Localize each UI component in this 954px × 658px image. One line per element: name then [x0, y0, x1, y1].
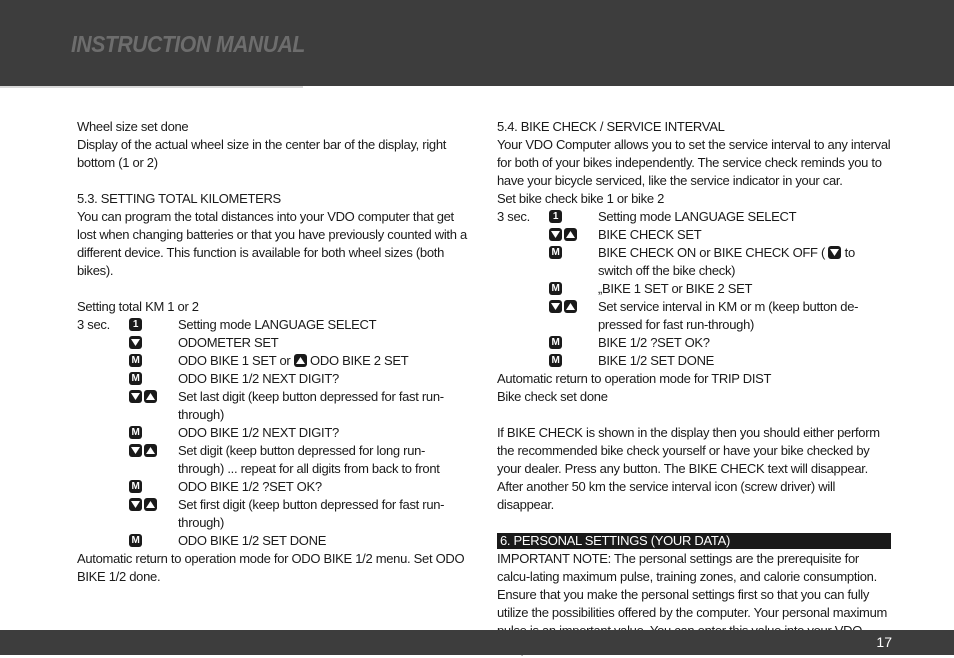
automatic-return-note: Automatic return to operation mode for TRIP DIST: [497, 371, 772, 386]
step-row: [77, 316, 467, 334]
m-button-icon: M: [129, 426, 142, 439]
step-row: [497, 352, 891, 370]
down-button-icon: [129, 498, 142, 511]
down-button-icon: [129, 336, 142, 349]
step-row: [77, 532, 467, 550]
step-row: [497, 298, 891, 334]
down-button-icon: [549, 300, 562, 313]
m-button-icon: M: [549, 354, 562, 367]
button-1-icon: 1: [549, 210, 562, 223]
up-button-icon: [144, 498, 157, 511]
setting-total-km-label: Setting total KM 1 or 2: [77, 299, 199, 314]
step-row: [77, 370, 467, 388]
m-button-icon: M: [549, 246, 562, 259]
step-text: „BIKE 1 SET or BIKE 2 SET: [598, 281, 753, 296]
m-button-icon: M: [549, 336, 562, 349]
up-button-icon: [294, 354, 307, 367]
step-row: [497, 208, 891, 226]
step-text: ODO BIKE 1/2 SET DONE: [178, 533, 327, 548]
step-text: ODO BIKE 1/2 NEXT DIGIT?: [178, 425, 339, 440]
wheel-size-description: Display of the actual wheel size in the center bar of the display, right bottom (1 or 2): [77, 137, 447, 170]
step-row: [77, 478, 467, 496]
step-text: BIKE CHECK SET: [598, 227, 702, 242]
m-button-icon: M: [129, 534, 142, 547]
button-1-icon: 1: [129, 318, 142, 331]
step-text: Set last digit (keep button depressed for fast run-through): [178, 389, 444, 422]
up-button-icon: [564, 228, 577, 241]
personal-settings-note: IMPORTANT NOTE: The personal settings are the prerequisite for calcu-lating maximum pulse, training zones, and calorie consumption. Ensure that you make the personal settings first so that you can fully utilize the possibilities offered by the computer. Your personal maximum: [497, 551, 888, 620]
step-row: [77, 496, 467, 532]
step-text: ODO BIKE 1/2 ?SET OK?: [178, 479, 322, 494]
up-button-icon: [564, 300, 577, 313]
hold-time: 3 sec.: [497, 209, 530, 224]
section-6-heading: 6. PERSONAL SETTINGS (YOUR DATA): [497, 533, 891, 549]
down-button-icon: [828, 246, 841, 259]
hold-time: 3 sec.: [77, 317, 110, 332]
page-number: 17: [876, 634, 892, 650]
step-text: BIKE CHECK ON or BIKE CHECK OFF ( to switch off the bike check): [598, 245, 855, 278]
m-button-icon: M: [129, 480, 142, 493]
step-text: ODOMETER SET: [178, 335, 279, 350]
step-row: [77, 352, 467, 370]
step-text: Setting mode LANGUAGE SELECT: [598, 209, 797, 224]
step-row: [497, 244, 891, 280]
m-button-icon: M: [129, 372, 142, 385]
set-bike-check-label: Set bike check bike 1 or bike 2: [497, 191, 665, 206]
up-button-icon: [144, 444, 157, 457]
step-text: Set first digit (keep button depressed for fast run-through): [178, 497, 445, 530]
page-footer: [0, 630, 954, 655]
step-text: Set digit (keep button depressed for long run-through) ... repeat for all digits from back to front: [178, 443, 440, 476]
step-row: [77, 388, 467, 424]
automatic-return-note: Automatic return to operation mode for ODO BIKE 1/2 menu. Set ODO BIKE 1/2 done.: [77, 551, 465, 584]
step-row: [77, 424, 467, 442]
step-row: [497, 226, 891, 244]
up-button-icon: [144, 390, 157, 403]
step-row: [77, 442, 467, 478]
down-button-icon: [129, 390, 142, 403]
left-column: [77, 118, 467, 586]
step-row: [77, 334, 467, 352]
page-header: [0, 0, 954, 86]
section-5-4-intro: Your VDO Computer allows you to set the service interval to any interval for both of your bikes independently. The service check reminds you to have your bicycle serviced, like the service indicator in your car.: [497, 137, 891, 188]
m-button-icon: M: [549, 282, 562, 295]
step-text: BIKE 1/2 ?SET OK?: [598, 335, 710, 350]
step-row: [497, 280, 891, 298]
right-column: [497, 118, 891, 658]
section-5-4-heading: 5.4. BIKE CHECK / SERVICE INTERVAL: [497, 119, 725, 134]
step-text: Setting mode LANGUAGE SELECT: [178, 317, 377, 332]
bike-check-explanation: If BIKE CHECK is shown in the display then you should either perform the recommended bike check yourself or have your bike checked by your dealer. Press any button. The BIKE CHECK text will disappear. After another 50 km the service interval icon (screw driver) will disappear.: [497, 425, 880, 512]
step-text: Set service interval in KM or m (keep button de-pressed for fast run-through): [598, 299, 859, 332]
bike-check-set-done: Bike check set done: [497, 389, 608, 404]
manual-title: INSTRUCTION MANUAL: [71, 31, 305, 57]
down-button-icon: [129, 444, 142, 457]
wheel-size-set-done: Wheel size set done: [77, 119, 189, 134]
step-row: [497, 334, 891, 352]
step-text: BIKE 1/2 SET DONE: [598, 353, 715, 368]
section-5-3-intro: You can program the total distances into your VDO computer that get lost when changing batteries or that you have previously counted with a different device. This function is available for both wheel sizes (both bikes).: [77, 209, 467, 278]
section-5-3-heading: 5.3. SETTING TOTAL KILOMETERS: [77, 191, 281, 206]
step-text: ODO BIKE 1 SET or ODO BIKE 2 SET: [178, 353, 409, 368]
down-button-icon: [549, 228, 562, 241]
step-text: ODO BIKE 1/2 NEXT DIGIT?: [178, 371, 339, 386]
m-button-icon: M: [129, 354, 142, 367]
header-divider: [0, 86, 303, 88]
